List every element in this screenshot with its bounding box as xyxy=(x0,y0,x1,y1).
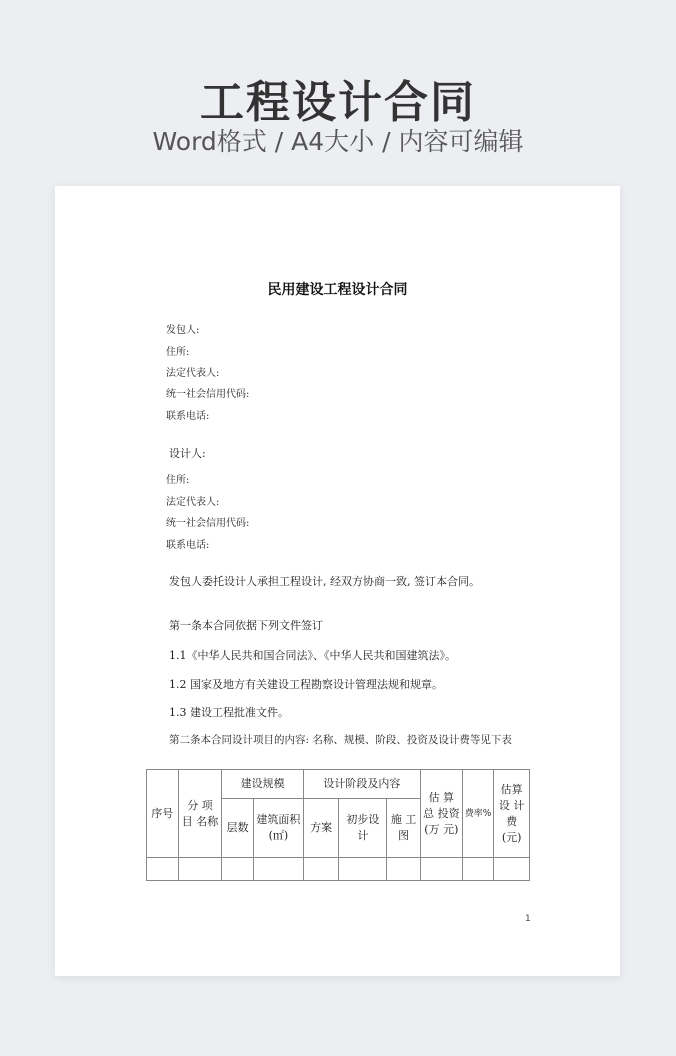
employer-credit-code: 统一社会信用代码: xyxy=(166,389,250,400)
header-scheme: 方案 xyxy=(303,799,339,858)
header-floors: 层数 xyxy=(222,799,254,858)
header-rate: 费率% xyxy=(462,770,494,858)
table-row xyxy=(147,858,530,881)
header-construction: 施 工 图 xyxy=(387,799,421,858)
employer-label: 发包人: xyxy=(166,325,200,336)
document-page xyxy=(55,186,620,976)
designer-phone: 联系电话: xyxy=(166,540,210,551)
employer-address: 住所: xyxy=(166,347,190,358)
designer-label: 设计人: xyxy=(169,447,206,460)
header-area: 建筑面积(㎡) xyxy=(253,799,303,858)
article-2-heading: 第二条本合同设计项目的内容: 名称、规模、阶段、投资及设计费等见下表 xyxy=(169,734,512,746)
employer-phone: 联系电话: xyxy=(166,411,210,422)
header-investment: 估 算 总 投资(万 元) xyxy=(420,770,462,858)
clause-1-2: 1.2 国家及地方有关建设工程勘察设计管理法规和规章。 xyxy=(169,678,443,691)
table-header-row xyxy=(147,770,530,799)
clause-1-3: 1.3 建设工程批准文件。 xyxy=(169,706,289,719)
banner-subtitle: Word格式 / A4大小 / 内容可编辑 xyxy=(152,127,524,156)
header-item-name: 分 项 目 名称 xyxy=(178,770,222,858)
header-scale: 建设规模 xyxy=(222,770,303,799)
designer-address: 住所: xyxy=(166,475,190,486)
project-table xyxy=(146,769,530,881)
intro-paragraph: 发包人委托设计人承担工程设计, 经双方协商一致, 签订本合同。 xyxy=(169,575,480,588)
banner-title: 工程设计合同 xyxy=(200,77,476,128)
header-preliminary: 初步设计 xyxy=(339,799,387,858)
header-design-fee: 估算设 计 费 (元) xyxy=(494,770,530,858)
document-title: 民用建设工程设计合同 xyxy=(267,282,408,298)
header-stage: 设计阶段及内容 xyxy=(303,770,420,799)
page-number: 1 xyxy=(525,914,531,924)
designer-legal-rep: 法定代表人: xyxy=(166,497,220,508)
clause-1-1: 1.1《中华人民共和国合同法》、《中华人民共和国建筑法》。 xyxy=(169,649,456,662)
designer-credit-code: 统一社会信用代码: xyxy=(166,518,250,529)
employer-legal-rep: 法定代表人: xyxy=(166,368,220,379)
article-1-heading: 第一条本合同依据下列文件签订 xyxy=(169,619,323,632)
header-seq: 序号 xyxy=(147,770,179,858)
